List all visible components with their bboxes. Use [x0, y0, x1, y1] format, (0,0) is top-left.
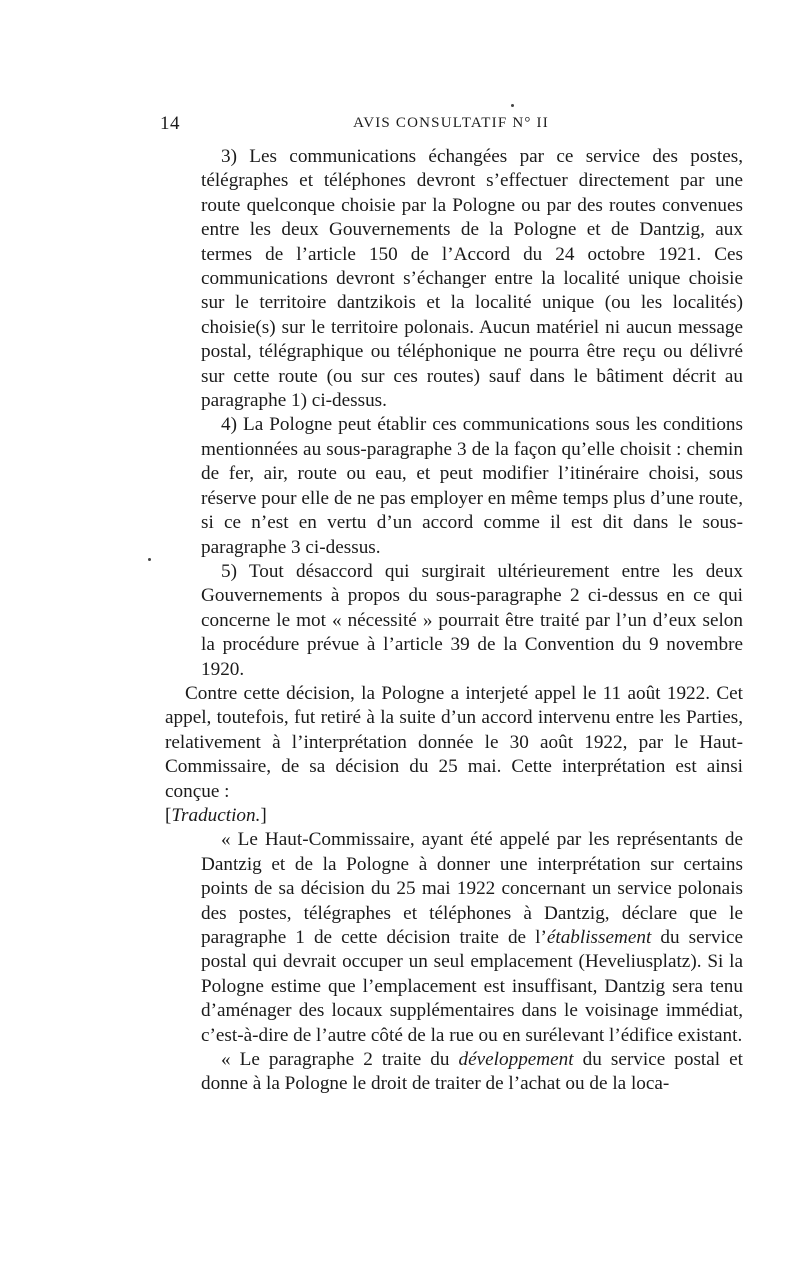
translation-bracket-close: ] — [260, 804, 267, 826]
quote-paragraph-2 — [201, 1048, 743, 1097]
quote1-text-b: du service postal qui devrait occuper un seul emplacement (Heveliusplatz). Si la Pologne estime que l’emplacement est insuffisant, Dantzig sera tenu d’aménager des locaux supplémentaires dans le voisinage immédiat, c’est-à-dire de l’autre côté de la rue ou en surélevant l’édifice existant. — [201, 927, 743, 1046]
print-speck — [148, 558, 151, 561]
quote-paragraph-1 — [201, 828, 743, 1048]
page-number: 14 — [160, 113, 180, 134]
subparagraph-5: 5) Tout désaccord qui surgirait ultérieurement entre les deux Gouvernements à propos du sous-paragraphe 2 ci-dessus en ce qui concerne le mot « nécessité » pourrait être traité par l’un d’eux selon la procédure prévue à l’article 39 de la Convention du 9 novembre 1920. — [201, 560, 743, 680]
translation-bracket-open: [ — [165, 804, 172, 826]
quote2-emphasis: développement — [458, 1049, 574, 1071]
subparagraph-3: 3) Les communications échangées par ce service des postes, télégraphes et téléphones devront s’effectuer directement par une route quelconque choisie par la Pologne ou par des routes convenues entre les deux Gouvernements de la Pologne et de Dantzig, aux termes de l’article 150 de l’Accord du 24 octobre 1921. Ces communications devront s’échanger entre la localité unique choisie sur le territoire dantzikois et la localité unique (ou les localités) choisie(s) sur le territoire polonais. Aucun matériel ni aucun message postal, télégraphique ou téléphonique ne pourra être reçu ou délivré sur cette route (ou sur ces routes) sauf dans le bâtiment décrit au paragraphe 1) ci-dessus. — [201, 146, 743, 412]
translation-label — [165, 804, 743, 828]
translation-word: Traduction. — [171, 804, 261, 826]
quote2-text-a: « Le paragraphe 2 traite du — [221, 1049, 459, 1071]
subparagraph-4: 4) La Pologne peut établir ces communications sous les conditions mentionnées au sous-paragraphe 3 de la façon qu’elle choisit : chemin de fer, air, route ou eau, et peut modifier l’itinéraire choisi, sous réserve pour elle de ne pas employer en même temps plus d’une route, si ce n’est en vertu d’un accord comme il est dit dans le sous-paragraphe 3 ci-dessus. — [201, 414, 743, 558]
quote2-text-b: du service postal et donne à la Pologne le droit de traiter de l’achat ou de la loca- — [201, 1049, 743, 1095]
print-speck — [511, 104, 514, 107]
quote1-emphasis: établissement — [546, 927, 652, 948]
page-header — [160, 113, 742, 139]
main-paragraph: Contre cette décision, la Pologne a interjeté appel le 11 août 1922. Cet appel, toutefois, fut retiré à la suite d’un accord intervenu entre les Parties, relativement à l’interprétation donnée le 30 août 1922, par le Haut-Commissaire, de sa décision du 25 mai. Cette interprétation est ainsi conçue : — [165, 682, 743, 802]
running-head: AVIS CONSULTATIF N° II — [353, 115, 549, 131]
body-text — [165, 145, 743, 1097]
quote1-text-a: « Le Haut-Commissaire, ayant été appelé par les représentants de Dantzig et de la Pologne à donner une interprétation sur certains points de sa décision du 25 mai 1922 concernant un service polonais des postes, télégraphes et téléphones à Dantzig, déclare que le paragraphe 1 de cette décision traite de l’ — [201, 829, 743, 948]
